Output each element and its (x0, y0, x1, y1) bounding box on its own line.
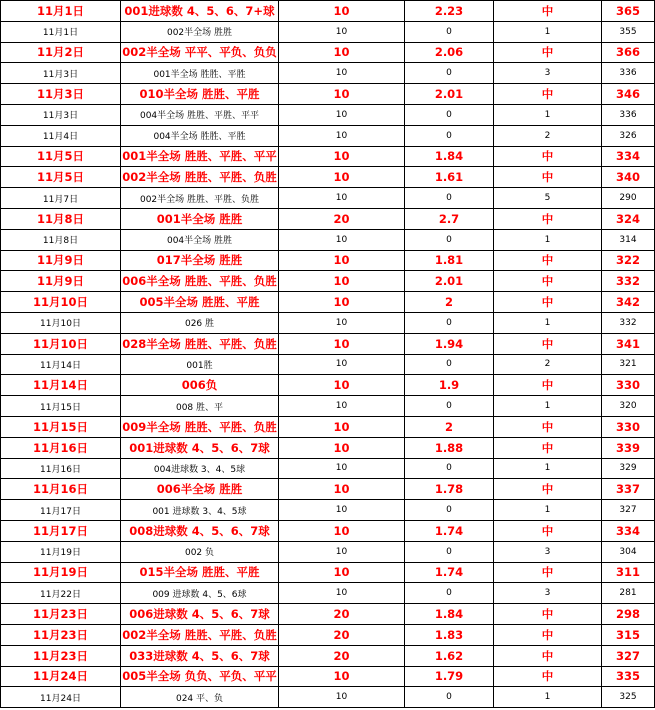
pick-cell: 001半全场 胜胜、平胜、平平 (121, 146, 279, 167)
stake-cell: 10 (279, 125, 405, 146)
result-cell: 2 (494, 125, 602, 146)
balance-cell: 281 (602, 583, 655, 604)
stake-cell: 10 (279, 583, 405, 604)
result-cell: 1 (494, 458, 602, 479)
pick-cell: 004半全场 胜胜、平胜 (121, 125, 279, 146)
odds-cell: 0 (405, 229, 494, 250)
balance-cell: 322 (602, 250, 655, 271)
pick-cell: 004半全场 胜胜 (121, 229, 279, 250)
stake-cell: 10 (279, 437, 405, 458)
date-cell: 11月5日 (1, 167, 121, 188)
table-row (1, 416, 655, 437)
balance-cell: 298 (602, 604, 655, 625)
stake-cell: 10 (279, 375, 405, 396)
table-row (1, 666, 655, 687)
stake-cell: 20 (279, 208, 405, 229)
odds-cell: 1.74 (405, 520, 494, 541)
table-row (1, 292, 655, 313)
odds-cell: 1.83 (405, 624, 494, 645)
date-cell: 11月8日 (1, 208, 121, 229)
stake-cell: 10 (279, 146, 405, 167)
pick-cell: 028半全场 胜胜、平胜、负胜 (121, 333, 279, 354)
odds-cell: 0 (405, 188, 494, 209)
table-row (1, 63, 655, 84)
date-cell: 11月14日 (1, 375, 121, 396)
pick-cell: 002半全场 胜胜、平胜、负胜 (121, 167, 279, 188)
pick-cell: 009半全场 胜胜、平胜、负胜 (121, 416, 279, 437)
balance-cell: 315 (602, 624, 655, 645)
pick-cell: 002半全场 胜胜、平胜、负胜 (121, 188, 279, 209)
pick-cell: 008进球数 4、5、6、7球 (121, 520, 279, 541)
result-cell: 中 (494, 645, 602, 666)
result-cell: 1 (494, 500, 602, 521)
result-cell: 中 (494, 146, 602, 167)
table-row (1, 312, 655, 333)
table-row (1, 188, 655, 209)
date-cell: 11月1日 (1, 21, 121, 42)
stake-cell: 10 (279, 250, 405, 271)
balance-cell: 327 (602, 500, 655, 521)
stake-cell: 10 (279, 520, 405, 541)
balance-cell: 334 (602, 146, 655, 167)
balance-cell: 326 (602, 125, 655, 146)
result-cell: 1 (494, 21, 602, 42)
date-cell: 11月16日 (1, 437, 121, 458)
date-cell: 11月9日 (1, 250, 121, 271)
balance-cell: 337 (602, 479, 655, 500)
stake-cell: 10 (279, 666, 405, 687)
result-cell: 中 (494, 666, 602, 687)
pick-cell: 005半全场 胜胜、平胜 (121, 292, 279, 313)
odds-cell: 1.9 (405, 375, 494, 396)
result-cell: 中 (494, 1, 602, 22)
table-row (1, 541, 655, 562)
result-cell: 5 (494, 188, 602, 209)
date-cell: 11月19日 (1, 562, 121, 583)
table-row (1, 687, 655, 708)
pick-cell: 017半全场 胜胜 (121, 250, 279, 271)
date-cell: 11月9日 (1, 271, 121, 292)
stake-cell: 10 (279, 479, 405, 500)
pick-cell: 006半全场 胜胜、平胜、负胜 (121, 271, 279, 292)
pick-cell: 009 进球数 4、5、6球 (121, 583, 279, 604)
pick-cell: 001胜 (121, 354, 279, 375)
odds-cell: 1.84 (405, 146, 494, 167)
pick-cell: 015半全场 胜胜、平胜 (121, 562, 279, 583)
table-row (1, 146, 655, 167)
balance-cell: 330 (602, 416, 655, 437)
result-cell: 3 (494, 63, 602, 84)
date-cell: 11月17日 (1, 500, 121, 521)
date-cell: 11月5日 (1, 146, 121, 167)
table-row (1, 229, 655, 250)
pick-cell: 006半全场 胜胜 (121, 479, 279, 500)
result-cell: 中 (494, 333, 602, 354)
result-cell: 中 (494, 42, 602, 63)
odds-cell: 1.94 (405, 333, 494, 354)
date-cell: 11月10日 (1, 333, 121, 354)
table-row (1, 84, 655, 105)
stake-cell: 20 (279, 645, 405, 666)
balance-cell: 336 (602, 104, 655, 125)
result-cell: 1 (494, 104, 602, 125)
result-cell: 1 (494, 396, 602, 417)
table-row (1, 375, 655, 396)
odds-cell: 0 (405, 312, 494, 333)
table-row (1, 500, 655, 521)
date-cell: 11月17日 (1, 520, 121, 541)
balance-cell: 311 (602, 562, 655, 583)
date-cell: 11月22日 (1, 583, 121, 604)
stake-cell: 10 (279, 562, 405, 583)
result-cell: 中 (494, 84, 602, 105)
balance-cell: 320 (602, 396, 655, 417)
result-cell: 中 (494, 562, 602, 583)
stake-cell: 10 (279, 167, 405, 188)
date-cell: 11月23日 (1, 624, 121, 645)
date-cell: 11月15日 (1, 396, 121, 417)
result-cell: 1 (494, 229, 602, 250)
balance-cell: 342 (602, 292, 655, 313)
date-cell: 11月3日 (1, 104, 121, 125)
result-cell: 1 (494, 687, 602, 708)
result-cell: 3 (494, 583, 602, 604)
date-cell: 11月16日 (1, 479, 121, 500)
result-cell: 中 (494, 437, 602, 458)
pick-cell: 010半全场 胜胜、平胜 (121, 84, 279, 105)
stake-cell: 10 (279, 312, 405, 333)
table-row (1, 271, 655, 292)
balance-cell: 341 (602, 333, 655, 354)
pick-cell: 002 负 (121, 541, 279, 562)
pick-cell: 001 进球数 3、4、5球 (121, 500, 279, 521)
result-cell: 2 (494, 354, 602, 375)
odds-cell: 2 (405, 292, 494, 313)
stake-cell: 10 (279, 229, 405, 250)
balance-cell: 340 (602, 167, 655, 188)
odds-cell: 1.79 (405, 666, 494, 687)
date-cell: 11月23日 (1, 645, 121, 666)
balance-cell: 366 (602, 42, 655, 63)
balance-cell: 290 (602, 188, 655, 209)
odds-cell: 0 (405, 354, 494, 375)
odds-cell: 0 (405, 687, 494, 708)
result-cell: 中 (494, 208, 602, 229)
balance-cell: 336 (602, 63, 655, 84)
odds-cell: 2.01 (405, 84, 494, 105)
table-row (1, 458, 655, 479)
date-cell: 11月1日 (1, 1, 121, 22)
table-row (1, 104, 655, 125)
date-cell: 11月15日 (1, 416, 121, 437)
balance-cell: 330 (602, 375, 655, 396)
table-body (1, 1, 655, 708)
table-row (1, 479, 655, 500)
stake-cell: 10 (279, 84, 405, 105)
table-row (1, 42, 655, 63)
date-cell: 11月3日 (1, 84, 121, 105)
stake-cell: 10 (279, 1, 405, 22)
date-cell: 11月24日 (1, 666, 121, 687)
balance-cell: 314 (602, 229, 655, 250)
pick-cell: 024 平、负 (121, 687, 279, 708)
result-cell: 3 (494, 541, 602, 562)
result-cell: 中 (494, 167, 602, 188)
table-row (1, 437, 655, 458)
balance-cell: 334 (602, 520, 655, 541)
odds-cell: 2.7 (405, 208, 494, 229)
pick-cell: 026 胜 (121, 312, 279, 333)
result-cell: 中 (494, 520, 602, 541)
stake-cell: 10 (279, 396, 405, 417)
pick-cell: 002半全场 胜胜 (121, 21, 279, 42)
balance-cell: 335 (602, 666, 655, 687)
stake-cell: 10 (279, 687, 405, 708)
balance-cell: 324 (602, 208, 655, 229)
date-cell: 11月19日 (1, 541, 121, 562)
balance-cell: 332 (602, 271, 655, 292)
pick-cell: 006进球数 4、5、6、7球 (121, 604, 279, 625)
table-row (1, 333, 655, 354)
table-row (1, 624, 655, 645)
table-row (1, 520, 655, 541)
balance-cell: 321 (602, 354, 655, 375)
table-row (1, 583, 655, 604)
table-row (1, 125, 655, 146)
odds-cell: 0 (405, 500, 494, 521)
balance-cell: 304 (602, 541, 655, 562)
odds-cell: 2.01 (405, 271, 494, 292)
balance-cell: 327 (602, 645, 655, 666)
stake-cell: 20 (279, 624, 405, 645)
pick-cell: 008 胜、平 (121, 396, 279, 417)
date-cell: 11月23日 (1, 604, 121, 625)
stake-cell: 10 (279, 21, 405, 42)
table-row (1, 167, 655, 188)
date-cell: 11月16日 (1, 458, 121, 479)
result-cell: 中 (494, 604, 602, 625)
pick-cell: 001半全场 胜胜、平胜 (121, 63, 279, 84)
balance-cell: 346 (602, 84, 655, 105)
date-cell: 11月7日 (1, 188, 121, 209)
table-row (1, 645, 655, 666)
stake-cell: 10 (279, 104, 405, 125)
date-cell: 11月14日 (1, 354, 121, 375)
date-cell: 11月2日 (1, 42, 121, 63)
odds-cell: 2.06 (405, 42, 494, 63)
odds-cell: 0 (405, 396, 494, 417)
stake-cell: 10 (279, 333, 405, 354)
result-cell: 中 (494, 292, 602, 313)
stake-cell: 20 (279, 604, 405, 625)
table-row (1, 396, 655, 417)
balance-cell: 329 (602, 458, 655, 479)
odds-cell: 0 (405, 21, 494, 42)
stake-cell: 10 (279, 416, 405, 437)
table-row (1, 250, 655, 271)
table-row (1, 604, 655, 625)
result-cell: 中 (494, 479, 602, 500)
pick-cell: 002半全场 平平、平负、负负 (121, 42, 279, 63)
odds-cell: 1.61 (405, 167, 494, 188)
pick-cell: 004进球数 3、4、5球 (121, 458, 279, 479)
result-cell: 中 (494, 375, 602, 396)
date-cell: 11月10日 (1, 292, 121, 313)
stake-cell: 10 (279, 292, 405, 313)
result-cell: 中 (494, 250, 602, 271)
odds-cell: 1.74 (405, 562, 494, 583)
stake-cell: 10 (279, 354, 405, 375)
date-cell: 11月24日 (1, 687, 121, 708)
stake-cell: 10 (279, 188, 405, 209)
date-cell: 11月10日 (1, 312, 121, 333)
pick-cell: 006负 (121, 375, 279, 396)
result-cell: 中 (494, 271, 602, 292)
odds-cell: 0 (405, 541, 494, 562)
pick-cell: 033进球数 4、5、6、7球 (121, 645, 279, 666)
date-cell: 11月8日 (1, 229, 121, 250)
odds-cell: 1.62 (405, 645, 494, 666)
stake-cell: 10 (279, 500, 405, 521)
odds-cell: 0 (405, 458, 494, 479)
balance-cell: 365 (602, 1, 655, 22)
odds-cell: 0 (405, 63, 494, 84)
odds-cell: 1.84 (405, 604, 494, 625)
balance-cell: 332 (602, 312, 655, 333)
stake-cell: 10 (279, 541, 405, 562)
balance-cell: 355 (602, 21, 655, 42)
odds-cell: 0 (405, 104, 494, 125)
odds-cell: 2.23 (405, 1, 494, 22)
result-cell: 中 (494, 624, 602, 645)
odds-cell: 0 (405, 125, 494, 146)
table-row (1, 208, 655, 229)
result-cell: 中 (494, 416, 602, 437)
table-row (1, 354, 655, 375)
odds-cell: 2 (405, 416, 494, 437)
pick-cell: 001半全场 胜胜 (121, 208, 279, 229)
odds-cell: 1.78 (405, 479, 494, 500)
table-row (1, 562, 655, 583)
balance-cell: 339 (602, 437, 655, 458)
table-row (1, 21, 655, 42)
pick-cell: 005半全场 负负、平负、平平 (121, 666, 279, 687)
odds-cell: 1.81 (405, 250, 494, 271)
stake-cell: 10 (279, 271, 405, 292)
pick-cell: 004半全场 胜胜、平胜、平平 (121, 104, 279, 125)
pick-cell: 001进球数 4、5、6、7球 (121, 437, 279, 458)
result-cell: 1 (494, 312, 602, 333)
date-cell: 11月3日 (1, 63, 121, 84)
stake-cell: 10 (279, 458, 405, 479)
date-cell: 11月4日 (1, 125, 121, 146)
stake-cell: 10 (279, 42, 405, 63)
odds-cell: 0 (405, 583, 494, 604)
table-row (1, 1, 655, 22)
balance-cell: 325 (602, 687, 655, 708)
stake-cell: 10 (279, 63, 405, 84)
odds-cell: 1.88 (405, 437, 494, 458)
pick-cell: 001进球数 4、5、6、7+球 (121, 1, 279, 22)
pick-cell: 002半全场 胜胜、平胜、负胜 (121, 624, 279, 645)
